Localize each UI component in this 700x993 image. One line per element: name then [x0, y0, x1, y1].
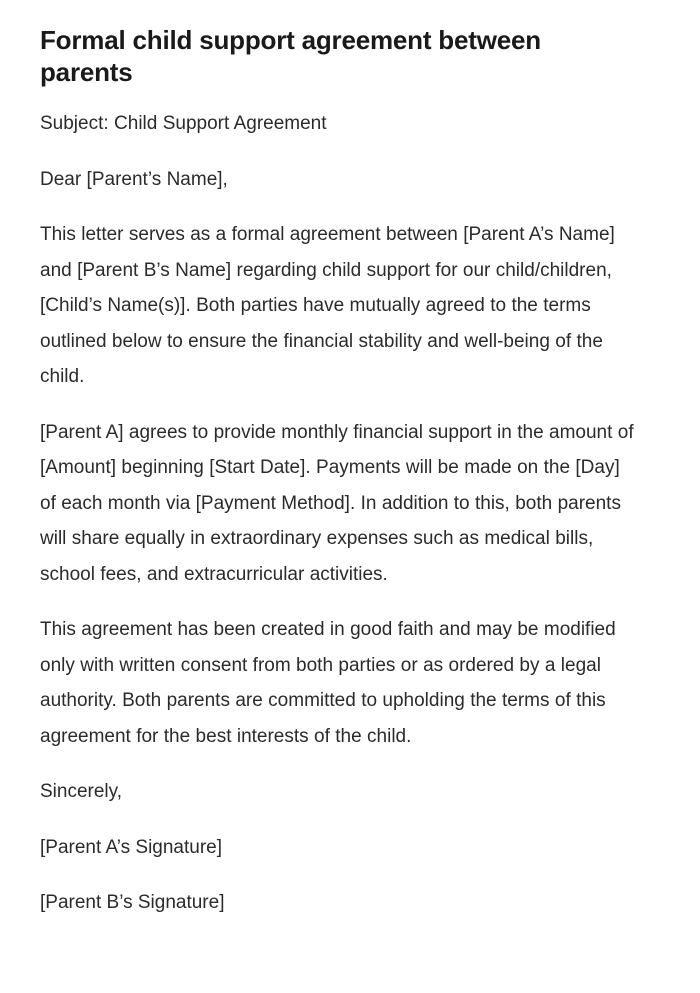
body-paragraph-2: [Parent A] agrees to provide monthly financial support in the amount of [Amount] beginning [Start Date]. Payments will be made on the [Day] of each month via [Payment Method]. In addition to this, both parents will share equally in extraordinary expenses such as medical bills, school fees, and extracurricular activities.: [40, 421, 634, 585]
closing-line: Sincerely,: [40, 781, 123, 802]
page-title: Formal child support agreement between parents: [40, 25, 541, 87]
body-paragraph-3: This agreement has been created in good faith and may be modified only with written consent from both parties or as ordered by a legal authority. Both parents are committed to upholding the terms of this agreement for the best interests of the child.: [40, 619, 616, 747]
salutation: Dear [Parent’s Name],: [40, 168, 228, 190]
body-paragraph-1: This letter serves as a formal agreement between [Parent A’s Name] and [Parent B’s Name] regarding child support for our child/children, [Child’s Name(s)]. Both parties have mutually agreed to the terms outlined below to ensure the financial stability and well-being of the child.: [40, 224, 615, 387]
subject-line: Subject: Child Support Agreement: [40, 113, 327, 134]
signature-line-parent-b: [Parent B’s Signature]: [40, 892, 225, 913]
signature-line-parent-a: [Parent A’s Signature]: [40, 836, 223, 858]
